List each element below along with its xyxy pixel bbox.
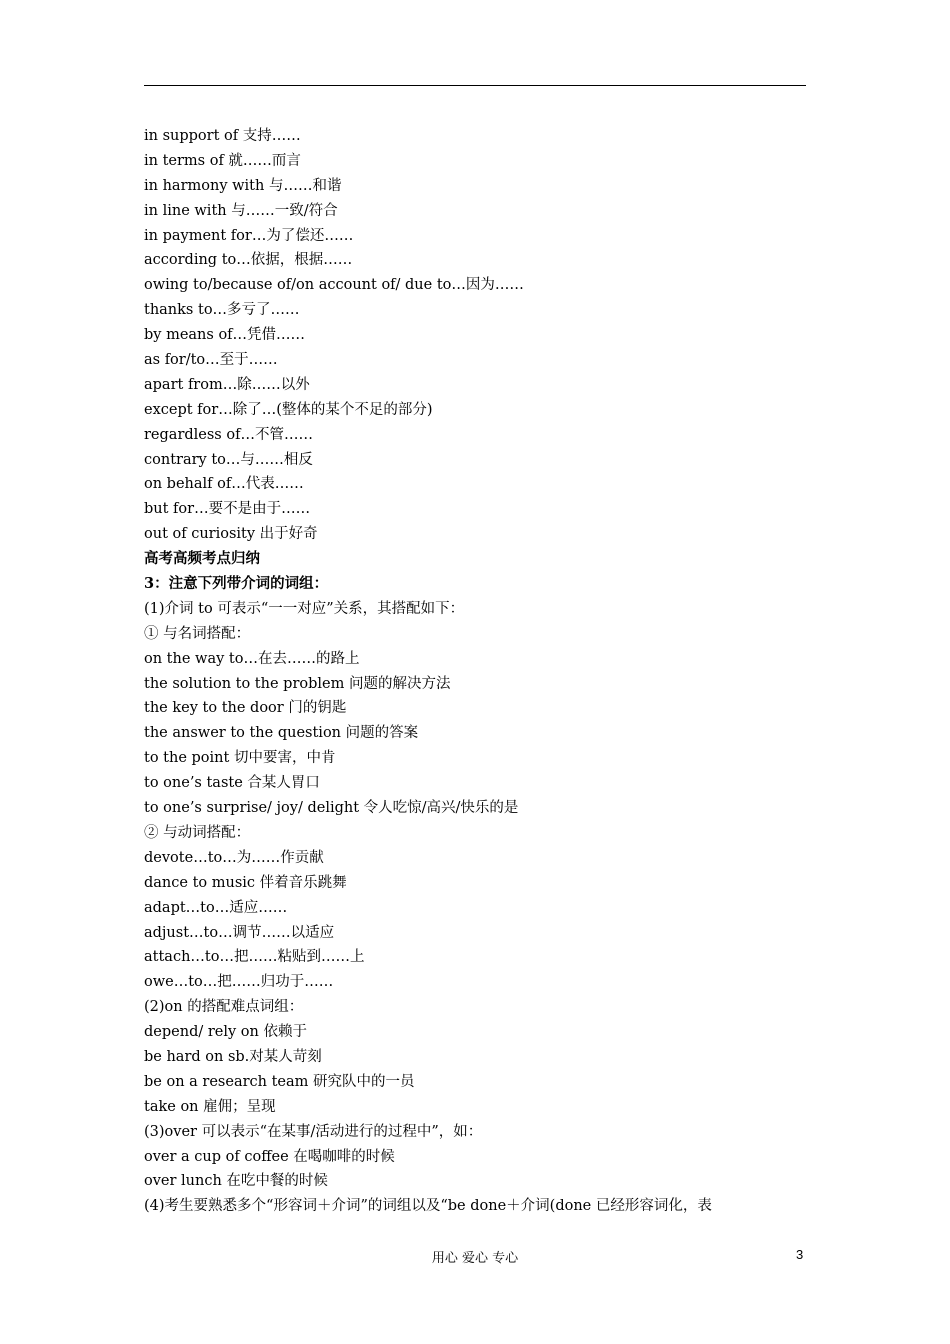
phrase-line: to one’s surprise/ joy/ delight 令人吃惊/高兴/快乐的是 — [144, 800, 519, 817]
phrase-line: be on a research team 研究队中的一员 — [144, 1073, 415, 1090]
phrase-line: ② 与动词搭配： — [144, 824, 251, 841]
phrase-line: but for…要不是由于…… — [144, 501, 311, 518]
phrase-line: to the point 切中要害，中肯 — [144, 750, 336, 767]
phrase-line: on the way to…在去……的路上 — [144, 650, 360, 667]
phrase-line: devote…to…为……作贡献 — [144, 849, 324, 866]
phrase-line: adjust…to…调节……以适应 — [144, 924, 335, 941]
phrase-line: over lunch 在吃中餐的时候 — [144, 1173, 328, 1190]
section-heading: 3：注意下列带介词的词组： — [144, 575, 329, 593]
section-heading: 高考高频考点归纳 — [144, 550, 260, 568]
phrase-line: owe…to…把……归功于…… — [144, 974, 334, 991]
phrase-line: in terms of 就……而言 — [144, 152, 301, 169]
phrase-line: regardless of…不管…… — [144, 426, 313, 443]
phrase-line: adapt…to…适应…… — [144, 899, 288, 916]
phrase-line: contrary to…与……相反 — [144, 451, 313, 468]
page-number: 3 — [796, 1247, 804, 1262]
phrase-line: dance to music 伴着音乐跳舞 — [144, 874, 347, 891]
phrase-line: take on 雇佣；呈现 — [144, 1098, 276, 1115]
phrase-line: except for…除了…(整体的某个不足的部分) — [144, 401, 433, 418]
header-rule — [144, 85, 806, 86]
phrase-line: (2)on 的搭配难点词组： — [144, 999, 304, 1016]
phrase-line: in line with 与……一致/符合 — [144, 202, 338, 219]
document-body — [144, 124, 824, 1219]
phrase-line: ① 与名词搭配： — [144, 625, 251, 642]
phrase-line: out of curiosity 出于好奇 — [144, 526, 318, 543]
phrase-line: on behalf of…代表…… — [144, 476, 304, 493]
phrase-line: in support of 支持…… — [144, 128, 301, 144]
phrase-line: apart from…除……以外 — [144, 376, 310, 393]
phrase-line: the solution to the problem 问题的解决方法 — [144, 675, 451, 692]
phrase-line: owing to/because of/on account of/ due to…因为…… — [144, 277, 524, 294]
phrase-line: be hard on sb.对某人苛刻 — [144, 1048, 322, 1065]
phrase-line: (4)考生要熟悉多个“形容词＋介词”的词组以及“be done＋介词(done 已经形容词化，表 — [144, 1198, 712, 1215]
phrase-line: by means of…凭借…… — [144, 327, 306, 344]
phrase-line: the key to the door 门的钥匙 — [144, 700, 347, 717]
phrase-line: (1)介词 to 可表示“一一对应”关系，其搭配如下： — [144, 600, 465, 617]
phrase-line: (3)over 可以表示“在某事/活动进行的过程中”，如： — [144, 1123, 483, 1140]
phrase-line: attach…to…把……粘贴到……上 — [144, 949, 365, 966]
phrase-line: the answer to the question 问题的答案 — [144, 725, 419, 742]
phrase-line: in payment for…为了偿还…… — [144, 227, 354, 244]
phrase-line: thanks to…多亏了…… — [144, 302, 300, 319]
phrase-line: in harmony with 与……和谐 — [144, 177, 342, 194]
phrase-line: depend/ rely on 依赖于 — [144, 1024, 307, 1041]
phrase-line: as for/to…至于…… — [144, 352, 278, 369]
phrase-line: according to…依据，根据…… — [144, 252, 353, 269]
phrase-line: over a cup of coffee 在喝咖啡的时候 — [144, 1148, 395, 1165]
phrase-line: to one’s taste 合某人胃口 — [144, 775, 320, 792]
footer-slogan: 用心 爱心 专心 — [431, 1251, 519, 1266]
